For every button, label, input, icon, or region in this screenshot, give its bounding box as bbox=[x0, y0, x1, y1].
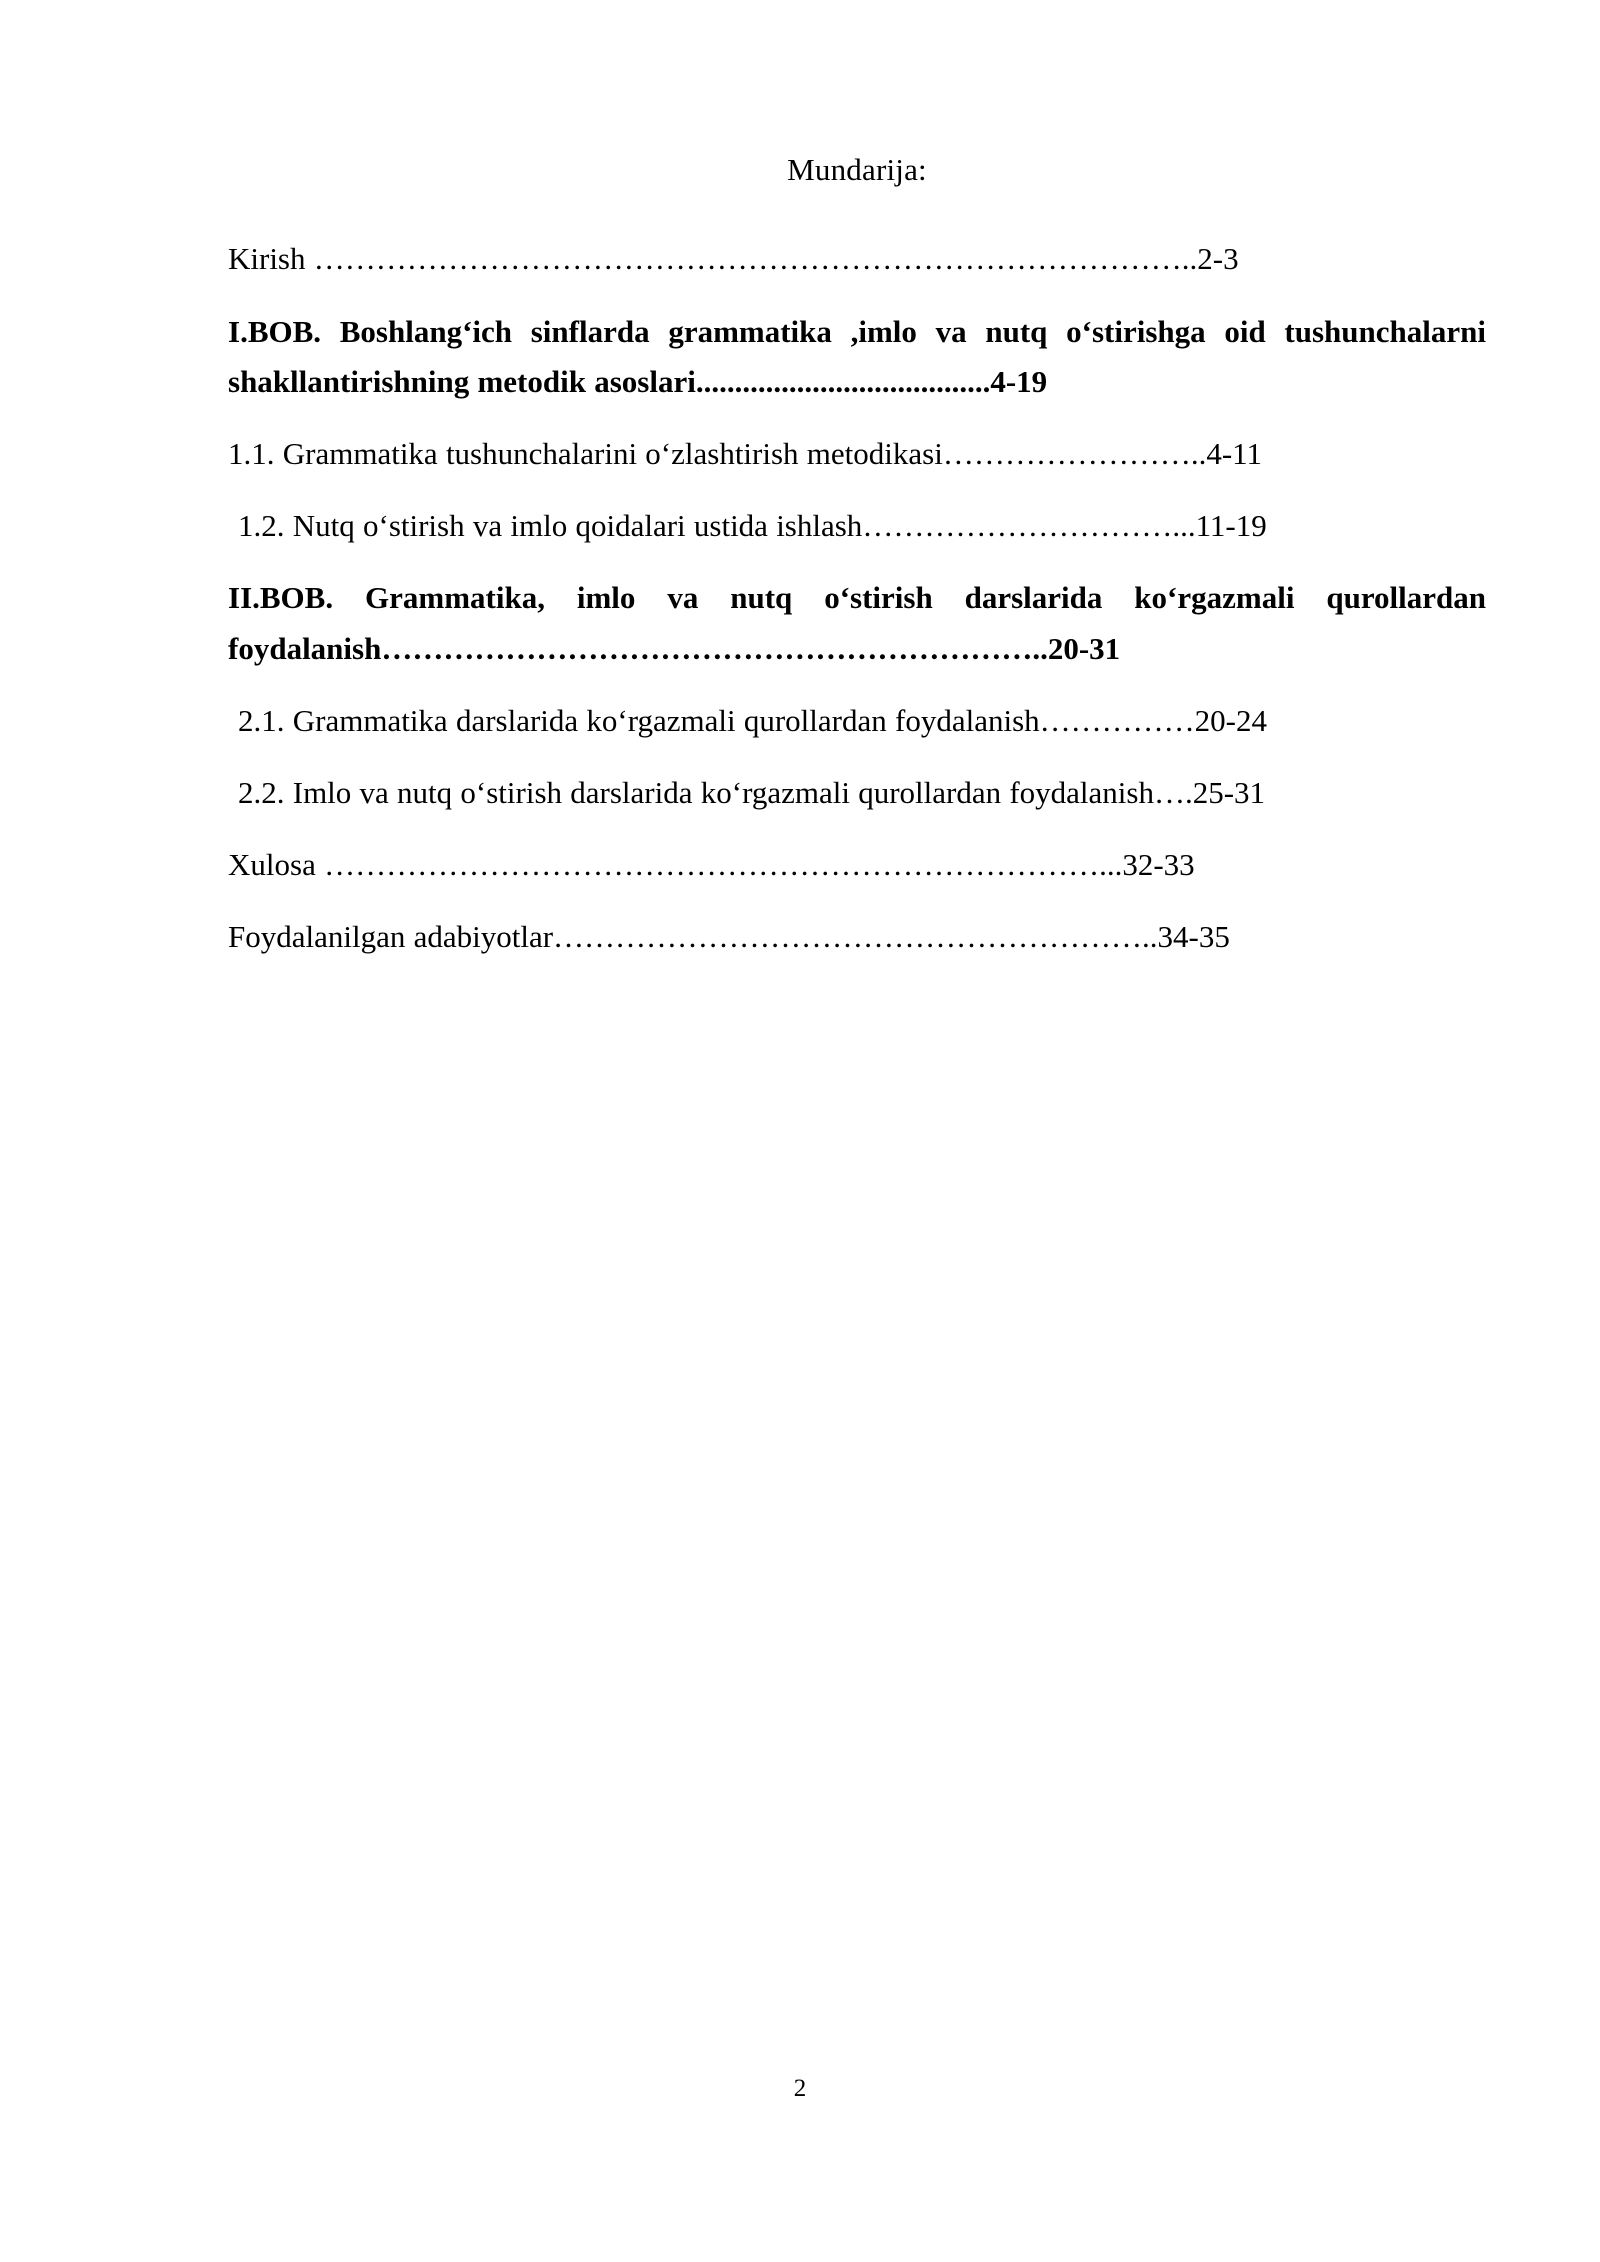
toc-leader: …………… bbox=[1039, 702, 1195, 738]
toc-entry-chapter-2[interactable] bbox=[228, 573, 1486, 673]
toc-entry-label: 1.1. Grammatika tushunchalarini o‘zlashtirish metodikasi bbox=[228, 435, 943, 471]
toc-page-range: ...11-19 bbox=[1172, 508, 1267, 544]
toc-page-range: ..34-35 bbox=[1142, 919, 1230, 955]
toc-entry-chapter-1[interactable] bbox=[228, 307, 1486, 407]
page-number: 2 bbox=[793, 2075, 807, 2102]
toc-entry-label: 2.1. Grammatika darslarida ko‘rgazmali qurollardan foydalanish bbox=[238, 702, 1040, 738]
toc-entry-label: 2.2. Imlo va nutq o‘stirish darslarida ko‘rgazmali qurollardan foydalanish bbox=[238, 775, 1154, 811]
toc-leader: ...................................... bbox=[695, 363, 991, 399]
toc-entry-xulosa[interactable] bbox=[228, 840, 1486, 890]
toc-page-range: 4-19 bbox=[990, 363, 1048, 399]
toc-entry-section-1-2[interactable] bbox=[228, 501, 1486, 551]
toc-leader: …. bbox=[1153, 775, 1193, 811]
toc-entry-label: Kirish bbox=[228, 241, 314, 277]
toc-entry-kirish[interactable] bbox=[228, 234, 1486, 284]
toc-page-range: ..2-3 bbox=[1181, 241, 1239, 277]
toc-entry-section-1-1[interactable] bbox=[228, 429, 1486, 479]
toc-page-range: 20-24 bbox=[1194, 702, 1267, 738]
toc-entry-label: Foydalanilgan adabiyotlar bbox=[228, 919, 554, 955]
toc-leader: ………………………………………………… bbox=[553, 919, 1143, 955]
toc-entry-label: II.BOB. Grammatika, imlo va nutq o‘stirish darslarida ko‘rgazmali qurollardan foydalanish bbox=[228, 580, 1486, 666]
toc-leader: ………………………………………………………………… bbox=[324, 847, 1100, 883]
toc-entry-label: 1.2. Nutq o‘stirish va imlo qoidalari ustida ishlash bbox=[238, 508, 863, 544]
toc-entry-label: Xulosa bbox=[228, 847, 325, 883]
table-of-contents bbox=[228, 150, 1486, 985]
toc-entry-label: I.BOB. Boshlang‘ich sinflarda grammatika ,imlo va nutq o‘stirishga oid tushunchalarni shakllantirishning metodik asoslari bbox=[228, 313, 1486, 399]
toc-leader: ……………………………………………………… bbox=[381, 630, 1033, 666]
page-title: Mundarija: bbox=[787, 152, 927, 187]
toc-page-range: ..4-11 bbox=[1190, 435, 1263, 471]
toc-leader: …………………… bbox=[942, 435, 1191, 471]
toc-leader: ………………………… bbox=[862, 508, 1173, 544]
toc-page-range: ..20-31 bbox=[1032, 630, 1121, 666]
toc-entry-section-2-2[interactable] bbox=[228, 768, 1486, 818]
toc-leader: ………………………………………………………………………… bbox=[313, 241, 1182, 277]
toc-page-range: ...32-33 bbox=[1099, 847, 1195, 883]
toc-entry-section-2-1[interactable] bbox=[228, 696, 1486, 746]
toc-page-range: 25-31 bbox=[1192, 775, 1266, 811]
toc-entry-bibliography[interactable] bbox=[228, 912, 1486, 962]
